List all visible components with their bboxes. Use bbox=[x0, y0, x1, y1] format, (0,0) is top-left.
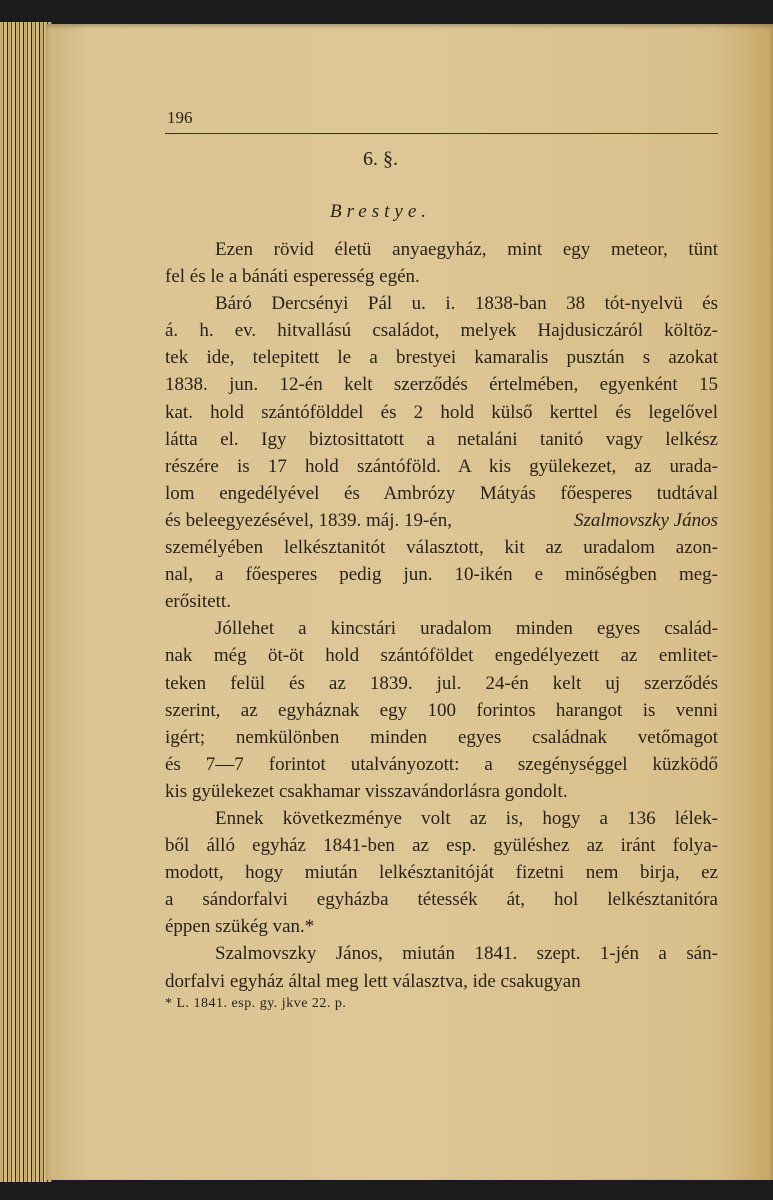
text-line: ből álló egyház 1841-ben az esp. gyüléshez az iránt folya- bbox=[165, 835, 718, 857]
paragraph bbox=[165, 805, 718, 940]
scan-border-bottom bbox=[0, 1182, 773, 1200]
page-stack-edge bbox=[0, 22, 52, 1182]
text-line: á. h. ev. hitvallású családot, melyek Hajdusiczáról költöz- bbox=[165, 320, 718, 342]
footnote: * L. 1841. esp. gy. jkve 22. p. bbox=[165, 996, 347, 1011]
paragraph bbox=[165, 290, 718, 615]
text-line: személyében lelkésztanitót választott, kit az uradalom azon- bbox=[165, 537, 718, 559]
italic-name: Szalmovszky János bbox=[573, 509, 718, 531]
text-line: nak még öt-öt hold szántóföldet engedélyezett az emlitet- bbox=[165, 645, 718, 667]
text-line: szerint, az egyháznak egy 100 forintos harangot is venni bbox=[165, 699, 718, 721]
text-line: Szalmovszky János, miután 1841. szept. 1-jén a sán- bbox=[215, 943, 718, 965]
text-line: látta el. Igy biztosittatott a netaláni tanitó vagy lelkész bbox=[165, 428, 718, 450]
text-line: éppen szükég van.* bbox=[165, 916, 315, 938]
text-line: nal, a főesperes pedig jun. 10-ikén e minőségben meg- bbox=[165, 564, 718, 586]
text-line: dorfalvi egyház által meg lett választva, ide csakugyan bbox=[165, 970, 581, 992]
text-line: lom engedélyével és Ambrózy Mátyás főesperes tudtával bbox=[165, 482, 718, 504]
paragraph bbox=[165, 615, 718, 805]
text-line: és beleegyezésével, 1839. máj. 19-én, Szalmovszky János bbox=[165, 507, 718, 534]
text-line: kis gyülekezet csakhamar visszavándorlásra gondolt. bbox=[165, 780, 568, 802]
body-text bbox=[165, 236, 718, 995]
text-line: tek ide, telepitett le a brestyei kamaralis pusztán s azokat bbox=[165, 347, 718, 369]
text-line: Jóllehet a kincstári uradalom minden egyes család- bbox=[215, 618, 718, 640]
text-line: modott, hogy miután lelkésztanitóját fizetni nem birja, ez bbox=[165, 862, 718, 884]
text-line: igért; nemkülönben minden egyes családnak vetőmagot bbox=[165, 726, 718, 748]
section-title: Brestye. bbox=[329, 201, 432, 222]
text-line: Ezen rövid életü anyaegyház, mint egy meteor, tünt bbox=[215, 239, 718, 260]
text-line: a sándorfalvi egyházba tétessék át, hol lelkésztanitóra bbox=[165, 889, 718, 911]
text-line: kat. hold szántófölddel és 2 hold külső kerttel és legelővel bbox=[165, 401, 718, 423]
text-line: fel és le a bánáti esperesség egén. bbox=[165, 266, 420, 288]
paragraph bbox=[165, 940, 718, 994]
text-line: és 7—7 forintot utalványozott: a szegénységgel küzködő bbox=[165, 753, 718, 775]
text-line: erősitett. bbox=[165, 591, 231, 613]
header-rule bbox=[165, 133, 718, 134]
paragraph bbox=[165, 236, 718, 290]
text-line: Báró Dercsényi Pál u. i. 1838-ban 38 tót-nyelvü és bbox=[215, 293, 718, 315]
page-number: 196 bbox=[167, 108, 193, 127]
text-line: 1838. jun. 12-én kelt szerződés értelmében, egyenként 15 bbox=[165, 374, 718, 396]
text-line: Ennek következménye volt az is, hogy a 136 lélek- bbox=[215, 807, 718, 829]
text-line: részére is 17 hold szántóföld. A kis gyülekezet, az urada- bbox=[165, 455, 718, 477]
section-number: 6. §. bbox=[363, 148, 398, 170]
text-line: teken felül és az 1839. jul. 24-én kelt uj szerződés bbox=[165, 672, 718, 694]
